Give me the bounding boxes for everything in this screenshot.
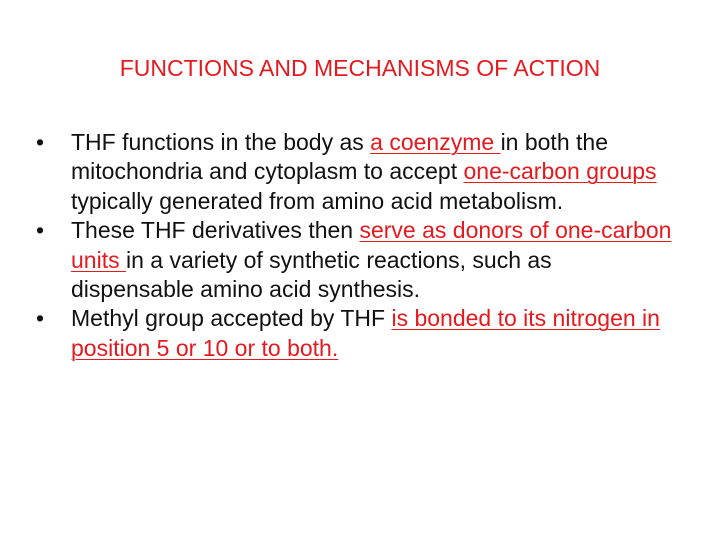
highlighted-text: serve as donors of one-carbon units bbox=[71, 217, 672, 273]
bullet-item-methyl bbox=[36, 304, 676, 363]
slide-title: FUNCTIONS AND MECHANISMS OF ACTION bbox=[119, 55, 601, 81]
bullet-text: THF functions in the body as bbox=[71, 129, 371, 155]
bullet-text: These THF derivatives then bbox=[71, 217, 360, 244]
bullet-text: typically generated from amino acid metabolism. bbox=[71, 187, 564, 214]
bullet-marker: • bbox=[36, 217, 45, 244]
highlighted-text: a coenzyme bbox=[370, 129, 501, 155]
highlighted-text: is bonded to its nitrogen in position 5 or 10 or to both. bbox=[71, 305, 660, 361]
bullet-item-coenzyme bbox=[36, 128, 676, 216]
bullet-marker: • bbox=[36, 305, 45, 332]
bullet-marker: • bbox=[36, 129, 45, 155]
bullet-text: in a variety of synthetic reactions, such as dispensable amino acid synthesis. bbox=[71, 246, 552, 303]
bullet-text: in both the mitochondria and cytoplasm to accept bbox=[71, 129, 608, 185]
bullet-text: Methyl group accepted by THF bbox=[71, 305, 392, 332]
highlighted-text: one-carbon groups bbox=[463, 158, 657, 185]
bullet-list bbox=[36, 128, 676, 363]
bullet-item-donors bbox=[36, 216, 676, 304]
